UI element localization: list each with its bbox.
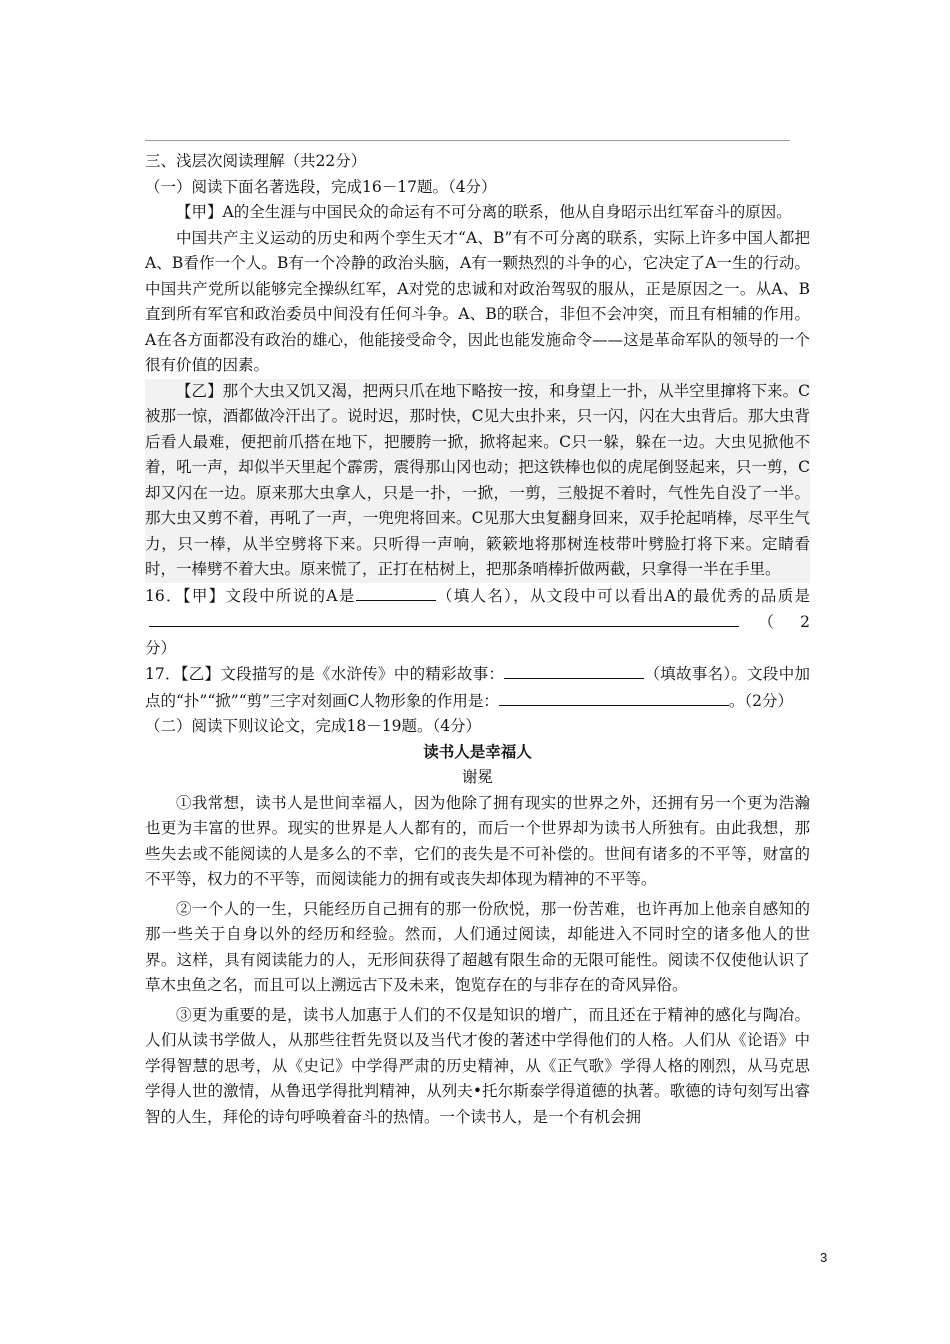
top-divider (145, 140, 790, 141)
section-heading: 三、浅层次阅读理解（共22分） (145, 152, 367, 170)
passage-jia-1: 【甲】A的全生涯与中国民众的命运有不可分离的联系，他从自身昭示出红军奋斗的原因。 (176, 203, 792, 221)
q17-blank-story[interactable] (504, 661, 644, 679)
q17-text-c: 。（2分） (728, 691, 794, 710)
q16-text-a: 16．【甲】文段中所说的A是 (145, 586, 356, 605)
part1-intro: （一）阅读下面名著选段，完成16－17题。（4分） (145, 177, 497, 196)
essay-paragraph-2: ②一个人的一生，只能经历自己拥有的那一份欣悦，那一份苦难，也许再加上他亲自感知的那一些关于自身以外的经历和经验。然而，人们通过阅读，却能进入不同时空的诸多他人的世界。这样，具有阅读能力的人，无形间获得了超越有限生命的无限可能性。阅读不仅使他认识了草木虫鱼之名，而且可以上溯远古下及未来，饱览存在的与非存在的奇风异俗。 (145, 899, 810, 994)
q17-blank-effect-cont[interactable] (699, 688, 729, 706)
q16-blank-quality[interactable] (149, 609, 739, 627)
part2-intro: （二）阅读下则议论文，完成18－19题。（4分） (145, 717, 482, 735)
page-number: 3 (820, 1250, 828, 1265)
page-content (145, 140, 810, 1130)
passage-yi: 【乙】那个大虫又饥又渴，把两只爪在地下略按一按，和身望上一扑，从半空里撺将下来。C被那一惊，酒都做冷汗出了。说时迟，那时快，C见大虫扑来，只一闪，闪在大虫背后。那大虫背后看人最难，便把前爪搭在地下，把腰胯一掀，掀将起来。C只一躲，躲在一边。大虫见掀他不着，吼一声，却似半天里起个霹雳，震得那山冈也动；把这铁棒也似的虎尾倒竖起来，只一剪，C却又闪在一边。原来那大虫拿人，只是一扑，一掀，一剪，三般捉不着时，气性先自没了一半。那大虫又剪不着，再吼了一声，一兜兜将回来。C见那大虫复翻身回来，双手抡起哨棒，尽平生气力，只一棒，从半空劈将下来。只听得一声响，簌簌地将那树连枝带叶劈脸打将下来。定睛看时，一棒劈不着大虫。原来慌了，正打在枯树上，把那条哨棒折做两截，只拿得一半在手里。 (145, 379, 810, 583)
q16-blank-name[interactable] (356, 583, 436, 601)
q17-blank-effect[interactable] (499, 688, 699, 706)
q16-text-c: （ 2分） (145, 613, 810, 657)
q17-text-b: （填故事名）。文段中加点的“扑”“掀”“剪”三字对刻画C人物形象的作用是： (145, 665, 810, 710)
passage-jia-2: 中国共产主义运动的历史和两个孪生天才“A、B”有不可分离的联系，实际上许多中国人都把A、B看作一个人。B有一个冷静的政治头脑，A有一颗热烈的斗争的心，它决定了A一生的行动。中国共产党所以能够完全操纵红军，A对党的忠诚和对政治驾驭的服从，正是原因之一。从A、B直到所有军官和政治委员中间没有任何斗争。A、B的联合，非但不会冲突，而且有相辅的作用。A在各方面都没有政治的雄心，他能接受命令，因此也能发施命令——这是革命军队的领导的一个很有价值的因素。 (145, 228, 810, 374)
q17-text-a: 17．【乙】文段描写的是《水浒传》中的精彩故事： (145, 665, 505, 683)
question-17 (145, 661, 810, 714)
essay-paragraph-3: ③更为重要的是，读书人加惠于人们的不仅是知识的增广，而且还在于精神的感化与陶冶。人们从读书学做人，从那些往哲先贤以及当代才俊的著述中学得他们的人格。人们从《论语》中学得智慧的思考，从《史记》中学得严肃的历史精神，从《正气歌》学得人格的刚烈，从马克思学得人世的激情，从鲁迅学得批判精神，从列夫•托尔斯泰学得道德的执著。歌德的诗句刻写出睿智的人生，拜伦的诗句呼唤着奋斗的热情。一个读书人，是一个有机会拥 (145, 1005, 810, 1126)
essay-paragraph-1: ①我常想，读书人是世间幸福人，因为他除了拥有现实的世界之外，还拥有另一个更为浩瀚也更为丰富的世界。现实的世界是人人都有的，而后一个世界却为读书人所独有。由此我想，那些失去或不能阅读的人是多么的不幸，它们的丧失是不可补偿的。世间有诸多的不平等，财富的不平等，权力的不平等，而阅读能力的拥有或丧失却体现为精神的不平等。 (145, 793, 810, 888)
essay-author: 谢冕 (461, 768, 493, 786)
essay-title: 读书人是幸福人 (423, 742, 532, 761)
q16-text-b: （填人名），从文段中可以看出A的最优秀的品质是 (435, 586, 811, 605)
question-16 (145, 583, 810, 662)
